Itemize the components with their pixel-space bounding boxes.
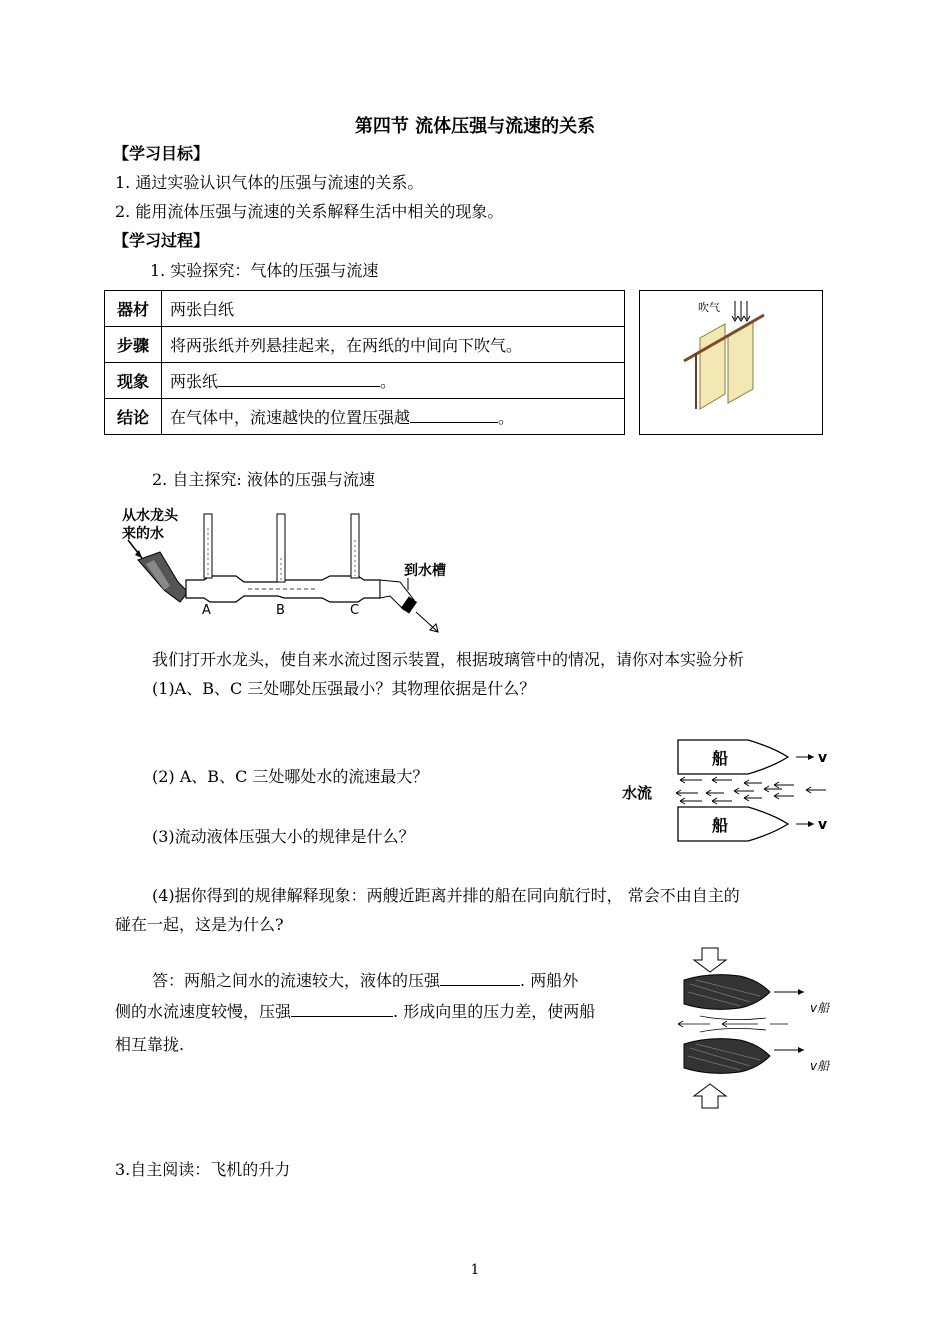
row-content: 两张白纸: [162, 291, 625, 327]
answer-line-2: 侧的水流速度较慢，压强 . 形成向里的压力差，使两船: [115, 1002, 596, 1021]
point-b-label: B: [276, 603, 285, 618]
point-a-label: A: [202, 603, 211, 618]
table-row: [105, 327, 625, 363]
pressure-arrow-bottom: [694, 1084, 726, 1108]
question-3: (3)流动液体压强大小的规律是什么？: [152, 827, 415, 846]
row-content: 在气体中，流速越快的位置压强越 。: [162, 399, 625, 435]
boat-top-label: 船: [712, 749, 729, 768]
pipe-apparatus-figure: [108, 500, 468, 640]
pressure-arrow-top: [694, 948, 726, 972]
table-row: [105, 399, 625, 435]
goal-item-2: 2. 能用流体压强与流速的关系解释生活中相关的现象。: [115, 202, 504, 221]
answer-blank[interactable]: [218, 370, 380, 387]
table-row: [105, 291, 625, 327]
goal-item-1: 1. 通过实验认识气体的压强与流速的关系。: [115, 173, 424, 192]
row-label: 步骤: [105, 327, 162, 363]
velocity-ship-top-label: v船: [810, 1001, 830, 1015]
answer-blank[interactable]: [440, 969, 520, 986]
row-content: 两张纸 。: [162, 363, 625, 399]
answer-line-3: 相互靠拢.: [115, 1035, 185, 1054]
boat-top: [678, 740, 788, 774]
answer-line-1: 答：两船之间水的流速较大，液体的压强 . 两船外: [152, 971, 579, 990]
velocity-ship-bottom-label: v船: [810, 1059, 830, 1073]
exp1-title: 1. 实验探究：气体的压强与流速: [150, 261, 379, 280]
boat-bottom: [678, 807, 788, 841]
velocity-bottom-label: v: [818, 817, 828, 833]
water-flow-label: 水流: [622, 784, 653, 802]
goals-heading: 【学习目标】: [113, 144, 210, 163]
page-title: 第四节 流体压强与流速的关系: [354, 116, 596, 137]
boats-pressure-figure: [670, 940, 850, 1115]
boat-bottom-label: 船: [712, 816, 729, 835]
answer-blank[interactable]: [291, 1000, 393, 1017]
row-label: 结论: [105, 399, 162, 435]
exp2-title: 2. 自主探究: 液体的压强与流速: [152, 470, 375, 489]
source-label-1: 从水龙头: [122, 508, 178, 524]
row-label: 现象: [105, 363, 162, 399]
paper-blow-figure: [639, 290, 823, 435]
source-label-2: 来的水: [122, 526, 164, 542]
boats-flow-figure: [620, 735, 840, 850]
question-4-line-1: (4)据你得到的规律解释现象：两艘近距离并排的船在同向航行时， 常会不由自主的: [152, 886, 740, 905]
page-number: 1: [470, 1262, 480, 1278]
exp2-intro: 我们打开水龙头，使自来水流过图示装置，根据玻璃管中的情况，请你对本实验分析: [152, 650, 745, 669]
question-2: (2) A、B、C 三处哪处水的流速最大？: [152, 767, 429, 786]
process-heading: 【学习过程】: [113, 231, 210, 250]
blow-label: 吹气: [698, 301, 720, 314]
sink-label: 到水槽: [404, 563, 446, 579]
row-label: 器材: [105, 291, 162, 327]
experiment-table: [104, 290, 625, 435]
velocity-top-label: v: [818, 750, 828, 766]
question-4-line-2: 碰在一起，这是为什么?: [115, 915, 284, 934]
row-content: 将两张纸并列悬挂起来，在两纸的中间向下吹气。: [162, 327, 625, 363]
paper-left: [700, 324, 725, 409]
question-1: (1)A、B、C 三处哪处压强最小？其物理依据是什么？: [152, 679, 536, 698]
table-row: [105, 363, 625, 399]
point-c-label: C: [350, 603, 360, 618]
exp3-title: 3.自主阅读：飞机的升力: [115, 1160, 291, 1179]
answer-blank[interactable]: [410, 406, 498, 423]
